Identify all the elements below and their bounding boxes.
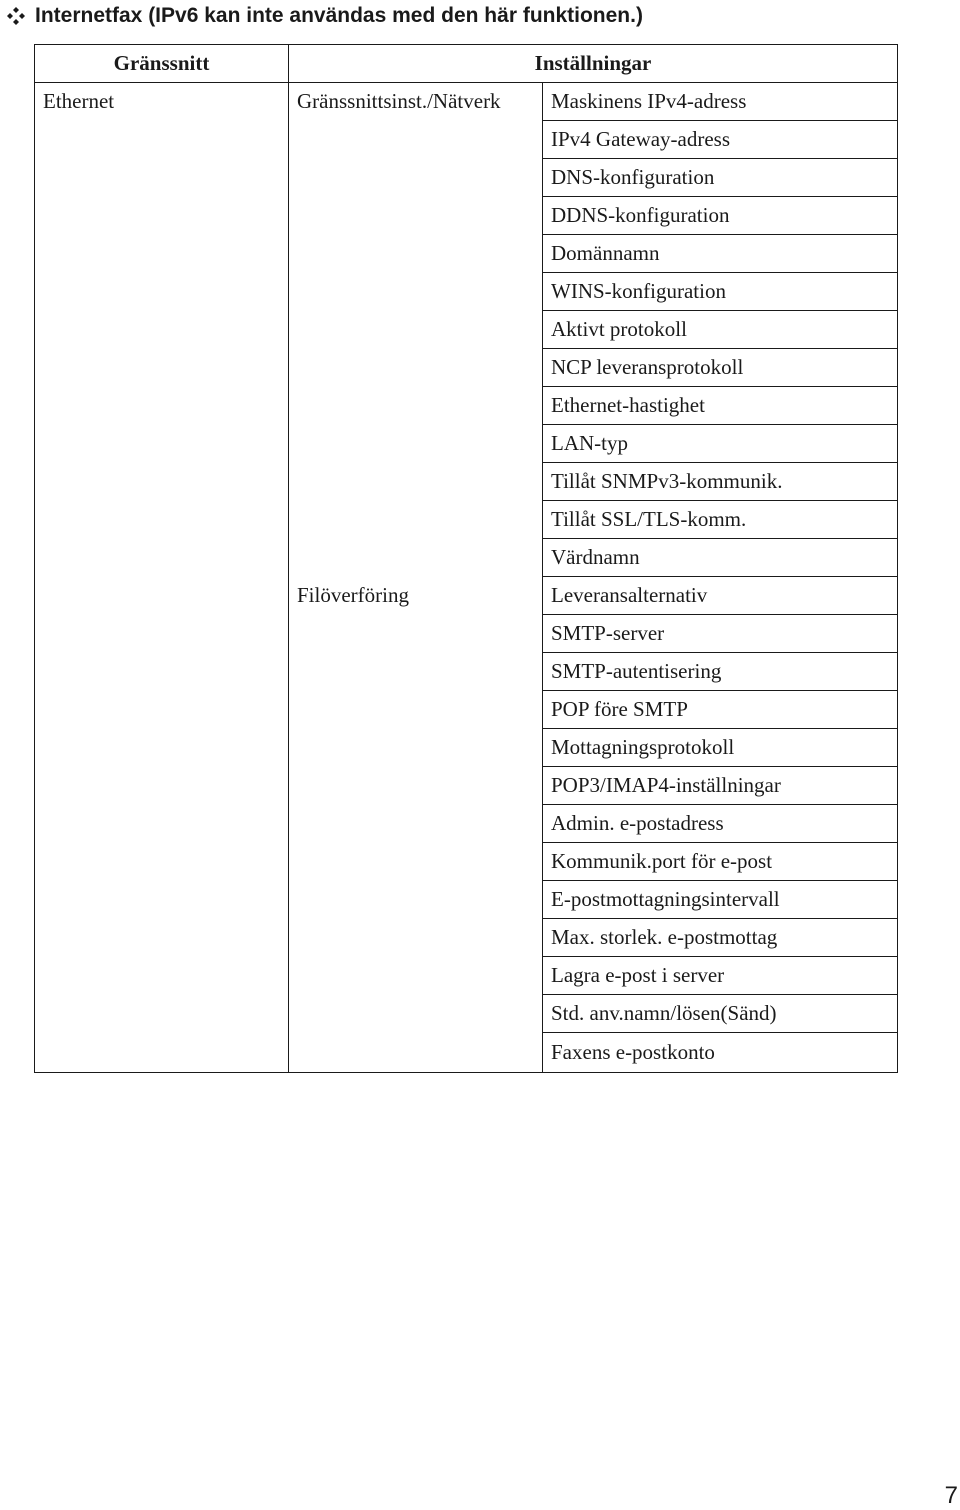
- table-row: [35, 729, 898, 767]
- table-row: [35, 767, 898, 805]
- category-cell-empty: [289, 349, 543, 387]
- interface-cell-empty: [35, 843, 289, 881]
- table-row: [35, 387, 898, 425]
- category-cell-empty: [289, 995, 543, 1033]
- category-cell-empty: [289, 615, 543, 653]
- setting-item-cell: Kommunik.port för e-post: [543, 843, 898, 881]
- table-row: [35, 83, 898, 121]
- interface-cell-empty: [35, 463, 289, 501]
- interface-cell-empty: [35, 881, 289, 919]
- interface-cell-empty: [35, 387, 289, 425]
- setting-item-cell: Max. storlek. e-postmottag: [543, 919, 898, 957]
- setting-item-cell: POP3/IMAP4-inställningar: [543, 767, 898, 805]
- table-row: [35, 349, 898, 387]
- category-cell: Gränssnittsinst./Nätverk: [289, 83, 543, 121]
- interface-cell-empty: [35, 539, 289, 577]
- setting-item-cell: DNS-konfiguration: [543, 159, 898, 197]
- category-cell-empty: [289, 539, 543, 577]
- setting-item-cell: NCP leveransprotokoll: [543, 349, 898, 387]
- interface-cell-empty: [35, 995, 289, 1033]
- table-row: [35, 159, 898, 197]
- interface-cell-empty: [35, 197, 289, 235]
- category-cell-empty: [289, 691, 543, 729]
- interface-cell-empty: [35, 159, 289, 197]
- section-title: Internetfax (IPv6 kan inte användas med den här funktionen.): [35, 4, 643, 27]
- category-cell-empty: [289, 425, 543, 463]
- table-row: [35, 1033, 898, 1073]
- table-row: [35, 995, 898, 1033]
- section-heading: [6, 1, 643, 31]
- table-row: [35, 919, 898, 957]
- setting-item-cell: LAN-typ: [543, 425, 898, 463]
- interface-cell-empty: [35, 577, 289, 615]
- interface-cell-empty: [35, 805, 289, 843]
- interface-cell-empty: [35, 691, 289, 729]
- table-row: [35, 805, 898, 843]
- category-cell-empty: [289, 159, 543, 197]
- setting-item-cell: Leveransalternativ: [543, 577, 898, 615]
- four-diamond-bullet-icon: [6, 6, 26, 26]
- category-cell-empty: [289, 729, 543, 767]
- category-cell-empty: [289, 311, 543, 349]
- interface-cell-empty: [35, 349, 289, 387]
- category-cell-empty: [289, 843, 543, 881]
- category-cell-empty: [289, 121, 543, 159]
- header-settings: Inställningar: [289, 45, 898, 83]
- table-row: [35, 273, 898, 311]
- interface-cell-empty: [35, 653, 289, 691]
- table-row: [35, 539, 898, 577]
- settings-table: [34, 44, 898, 1073]
- setting-item-cell: Tillåt SSL/TLS-komm.: [543, 501, 898, 539]
- interface-cell: Ethernet: [35, 83, 289, 121]
- interface-cell-empty: [35, 425, 289, 463]
- table-row: [35, 311, 898, 349]
- table-row: [35, 501, 898, 539]
- interface-cell-empty: [35, 957, 289, 995]
- category-cell-empty: [289, 197, 543, 235]
- table-row: [35, 653, 898, 691]
- header-interface: Gränssnitt: [35, 45, 289, 83]
- interface-cell-empty: [35, 501, 289, 539]
- setting-item-cell: Värdnamn: [543, 539, 898, 577]
- setting-item-cell: POP före SMTP: [543, 691, 898, 729]
- category-cell-empty: [289, 957, 543, 995]
- table-body: [35, 83, 898, 1073]
- category-cell-empty: [289, 919, 543, 957]
- interface-cell-empty: [35, 919, 289, 957]
- table-row: [35, 121, 898, 159]
- table-row: [35, 235, 898, 273]
- setting-item-cell: Aktivt protokoll: [543, 311, 898, 349]
- table-row: [35, 843, 898, 881]
- setting-item-cell: Domännamn: [543, 235, 898, 273]
- setting-item-cell: WINS-konfiguration: [543, 273, 898, 311]
- table-header-row: [35, 45, 898, 83]
- setting-item-cell: E-postmottagningsintervall: [543, 881, 898, 919]
- page-number: 7: [944, 1482, 958, 1509]
- setting-item-cell: SMTP-server: [543, 615, 898, 653]
- setting-item-cell: Lagra e-post i server: [543, 957, 898, 995]
- table-row: [35, 197, 898, 235]
- setting-item-cell: Tillåt SNMPv3-kommunik.: [543, 463, 898, 501]
- interface-cell-empty: [35, 729, 289, 767]
- setting-item-cell: DDNS-konfiguration: [543, 197, 898, 235]
- interface-cell-empty: [35, 1033, 289, 1073]
- category-cell-empty: [289, 273, 543, 311]
- table-row: [35, 577, 898, 615]
- interface-cell-empty: [35, 767, 289, 805]
- category-cell: Filöverföring: [289, 577, 543, 615]
- interface-cell-empty: [35, 121, 289, 159]
- category-cell-empty: [289, 1033, 543, 1073]
- setting-item-cell: IPv4 Gateway-adress: [543, 121, 898, 159]
- table-row: [35, 463, 898, 501]
- category-cell-empty: [289, 387, 543, 425]
- setting-item-cell: Admin. e-postadress: [543, 805, 898, 843]
- setting-item-cell: Ethernet-hastighet: [543, 387, 898, 425]
- category-cell-empty: [289, 653, 543, 691]
- category-cell-empty: [289, 767, 543, 805]
- table-row: [35, 615, 898, 653]
- setting-item-cell: SMTP-autentisering: [543, 653, 898, 691]
- setting-item-cell: Std. anv.namn/lösen(Sänd): [543, 995, 898, 1033]
- setting-item-cell: Maskinens IPv4-adress: [543, 83, 898, 121]
- category-cell-empty: [289, 501, 543, 539]
- interface-cell-empty: [35, 311, 289, 349]
- interface-cell-empty: [35, 615, 289, 653]
- category-cell-empty: [289, 805, 543, 843]
- interface-cell-empty: [35, 235, 289, 273]
- table-row: [35, 957, 898, 995]
- table-row: [35, 691, 898, 729]
- setting-item-cell: Faxens e-postkonto: [543, 1033, 898, 1073]
- category-cell-empty: [289, 235, 543, 273]
- category-cell-empty: [289, 463, 543, 501]
- table-row: [35, 881, 898, 919]
- setting-item-cell: Mottagningsprotokoll: [543, 729, 898, 767]
- table-row: [35, 425, 898, 463]
- interface-cell-empty: [35, 273, 289, 311]
- category-cell-empty: [289, 881, 543, 919]
